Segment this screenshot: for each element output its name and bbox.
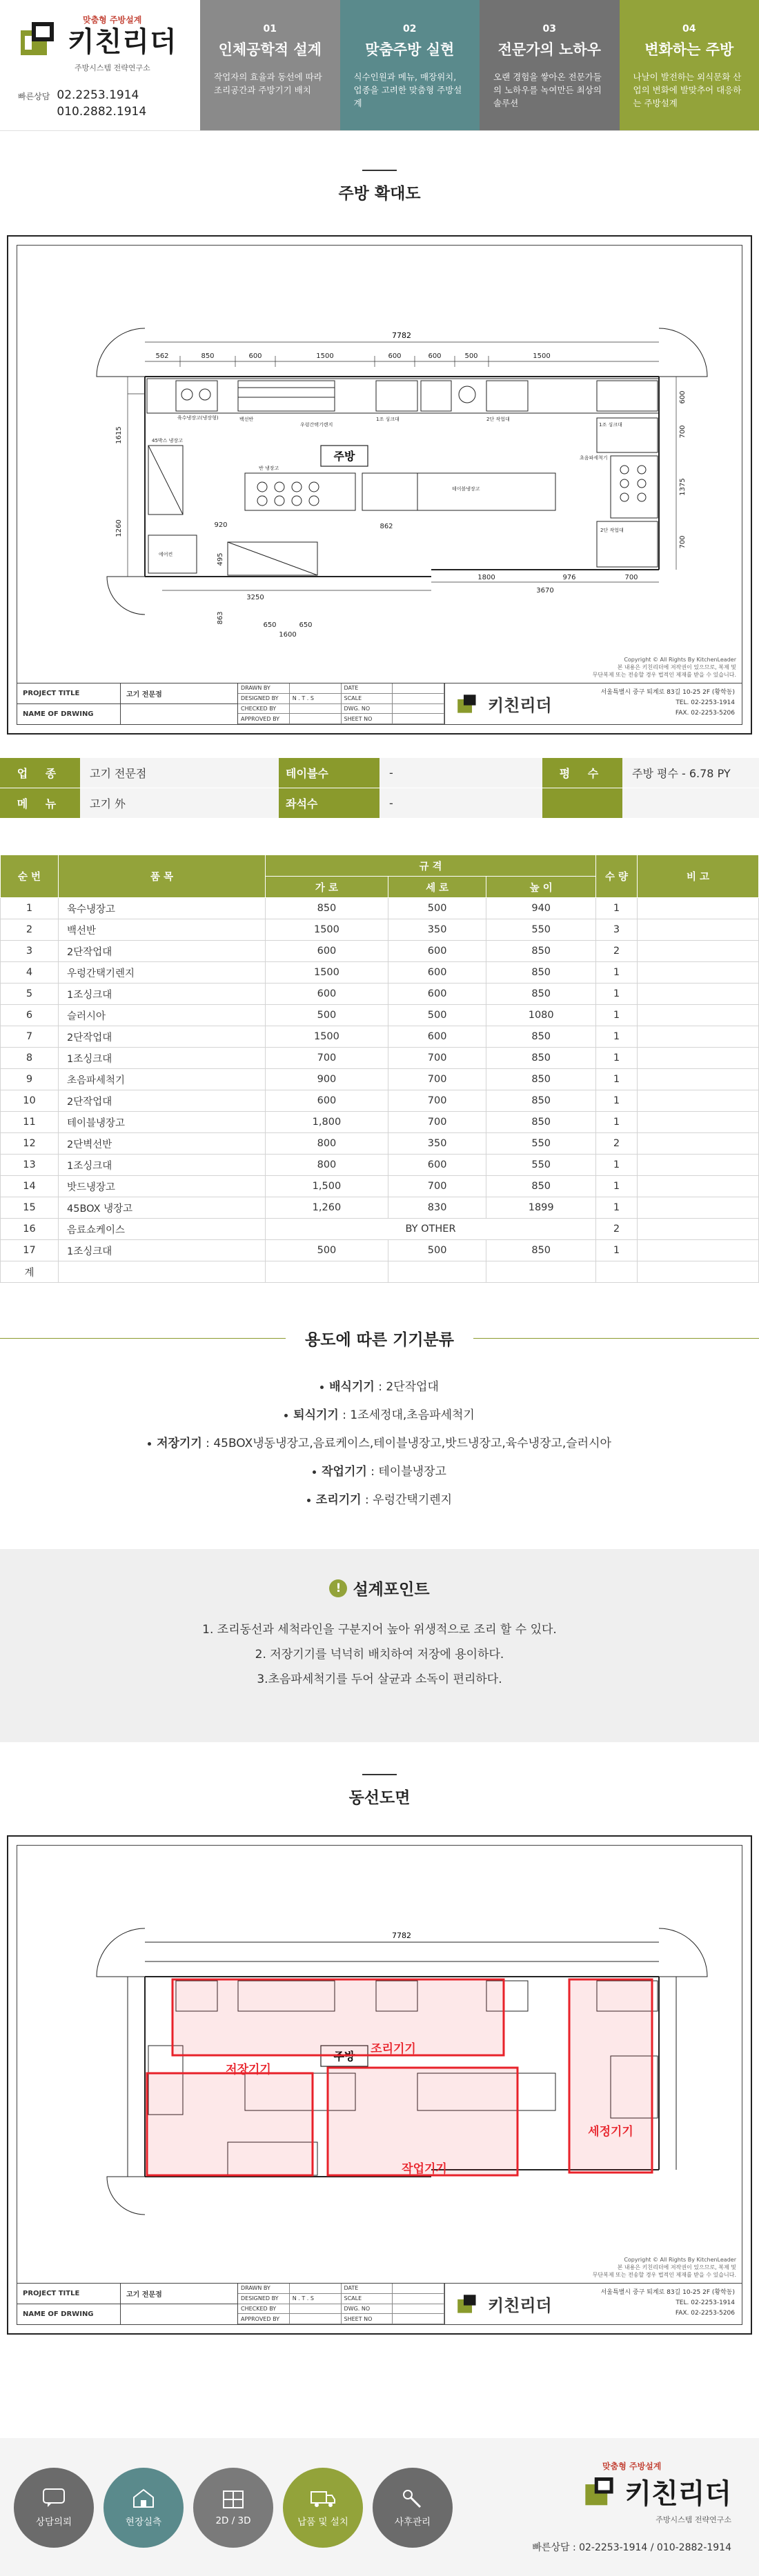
table-cell: 1 [596, 1005, 638, 1026]
dim-bot-11: 495 [217, 552, 224, 566]
table-cell: 940 [486, 898, 596, 919]
table-cell: 500 [388, 1240, 486, 1261]
table-cell [388, 1261, 486, 1283]
dim-bot-9: 862 [379, 523, 393, 530]
category-item: 조리기기 : 우렁간택기렌지 [0, 1486, 759, 1515]
table-cell: 500 [266, 1240, 388, 1261]
table-cell: 11 [1, 1112, 59, 1133]
point-item: 3.초음파세척기를 두어 살균과 소독이 편리하다. [257, 1673, 502, 1686]
table-cell: 1 [596, 1197, 638, 1219]
table-cell: 600 [266, 1090, 388, 1112]
col-height: 높 이 [486, 877, 596, 898]
feature-num: 04 [682, 23, 696, 34]
dim-top-6: 600 [428, 352, 442, 360]
table-cell: 800 [266, 1133, 388, 1155]
nav-aftercare[interactable]: 사후관리 [373, 2468, 453, 2548]
title-block [17, 683, 742, 724]
table-cell: 850 [266, 898, 388, 919]
zone-label-storage: 저장기기 [226, 2063, 271, 2077]
fixture-label-12: 에어컨 [159, 552, 173, 557]
table-cell: 1 [596, 1048, 638, 1069]
table-cell [638, 1133, 759, 1155]
dim-left-2: 1260 [115, 519, 123, 537]
table-row [1, 1069, 759, 1090]
zone-washing [569, 1979, 652, 2173]
dim-top-2: 850 [201, 352, 215, 360]
table-cell: 550 [486, 919, 596, 941]
feature-tab-2[interactable] [340, 0, 480, 130]
table-cell: 17 [1, 1240, 59, 1261]
table-cell [486, 1261, 596, 1283]
table-cell: 우렁간택기렌지 [59, 962, 266, 984]
table-cell: 350 [388, 919, 486, 941]
table-cell [638, 1048, 759, 1069]
table-cell: 1 [596, 1176, 638, 1197]
dim-bot-5: 1800 [477, 574, 495, 581]
dim-total: 7782 [392, 331, 411, 340]
process-nav [0, 2466, 453, 2548]
table-cell: 850 [486, 1026, 596, 1048]
table-cell: 1조싱크대 [59, 1048, 266, 1069]
table-cell [638, 1005, 759, 1026]
table-cell: 8 [1, 1048, 59, 1069]
table-cell: 850 [486, 1112, 596, 1133]
dim-right-3: 1375 [679, 478, 687, 496]
exclamation-icon: ! [329, 1579, 347, 1597]
table-cell [638, 1240, 759, 1261]
brand-block [0, 0, 200, 130]
tb-name-label: NAME OF DRWING [23, 710, 94, 718]
feature-num: 01 [263, 23, 277, 34]
logo-mark-icon [18, 18, 61, 61]
label-seats: 좌석수 [279, 788, 379, 818]
table-cell: 15 [1, 1197, 59, 1219]
table-cell: 800 [266, 1155, 388, 1176]
feature-title: 변화하는 주방 [644, 41, 734, 58]
tb-logo-name: 키친리더 [488, 696, 552, 715]
value-tables: - [379, 758, 542, 788]
section-title-plan [0, 170, 759, 203]
table-cell: 700 [388, 1069, 486, 1090]
table-cell: 초음파세척기 [59, 1069, 266, 1090]
table-cell [638, 1069, 759, 1090]
table-cell: 1 [596, 1240, 638, 1261]
title-bar [362, 170, 397, 171]
wrench-icon [401, 2488, 424, 2508]
footer-logo-tag: 맞춤형 주방설계 [602, 2462, 662, 2471]
table-cell [638, 898, 759, 919]
table-cell: 1조싱크대 [59, 984, 266, 1005]
table-cell: 14 [1, 1176, 59, 1197]
fixture-label-1: 육수냉장고(냉장형) [177, 415, 219, 421]
category-item: 배식기기 : 2단작업대 [0, 1373, 759, 1401]
contact-block [18, 87, 200, 120]
design-points [0, 1549, 759, 1742]
equipment-categories [0, 1327, 759, 1515]
col-spec: 규 격 [266, 855, 596, 877]
dim-bot-3: 650 [299, 621, 313, 629]
dim-bot-4: 1600 [279, 631, 297, 639]
nav-design[interactable]: 2D / 3D [193, 2468, 273, 2548]
copyright-note: Copyright © All Rights By KitchenLeader 본 내용은 키친리더에 저작권이 있으므로, 복제 및 무단복제 또는 전송할 경우 법적인 제재를 받을 수 있습니다. [592, 657, 736, 678]
table-cell: 600 [388, 1155, 486, 1176]
table-cell: 600 [266, 941, 388, 962]
dim-top-1: 562 [155, 352, 169, 360]
feature-desc: 작업자의 효율과 동선에 따라 조리공간과 주방기기 배치 [214, 72, 322, 95]
table-cell: 600 [388, 941, 486, 962]
table-row [1, 1219, 759, 1240]
tb-project-title: 고기 전문점 [121, 683, 237, 704]
dim-total: 7782 [392, 1931, 411, 1940]
table-cell: 900 [266, 1069, 388, 1090]
fixture-label-3: 우렁간택기렌지 [300, 422, 333, 428]
table-row [1, 1005, 759, 1026]
point-item: 2. 저장기기를 넉넉히 배치하여 저장에 용이하다. [255, 1648, 504, 1661]
table-row [1, 1240, 759, 1261]
table-row [1, 941, 759, 962]
flow-plan-svg [17, 1846, 743, 2284]
dim-top-3: 600 [248, 352, 262, 360]
drawing-frame [17, 245, 742, 725]
tb-address: 서울특별시 중구 퇴계로 83길 10-25 2F (황학동) TEL. 02-2253-1914 FAX. 02-2253-5206 [600, 689, 735, 717]
plan-icon [221, 2489, 245, 2510]
table-cell: 16 [1, 1219, 59, 1240]
table-cell: 1500 [266, 1026, 388, 1048]
table-cell [638, 1090, 759, 1112]
table-cell: 500 [388, 1005, 486, 1026]
phone-1[interactable]: 02.2253.1914 [57, 88, 139, 102]
feature-desc: 나날이 발전하는 외식문화 산업의 변화에 발맞추어 대응하는 주방설계 [633, 72, 742, 108]
drawing-frame [17, 1845, 742, 2325]
dim-top-4: 1500 [316, 352, 334, 360]
dim-right-2: 700 [679, 425, 687, 439]
zone-storage [147, 2073, 313, 2175]
dim-bot-8: 3670 [536, 587, 554, 595]
table-cell: 4 [1, 962, 59, 984]
table-row [1, 1133, 759, 1155]
logo-mark-icon [456, 692, 480, 716]
table-cell: 슬러시아 [59, 1005, 266, 1026]
section-title-text: 동선도면 [348, 1789, 411, 1807]
feature-num: 03 [542, 23, 556, 34]
table-cell: 830 [388, 1197, 486, 1219]
table-row [1, 1197, 759, 1219]
section-title-text: 주방 확대도 [338, 185, 421, 203]
value-business: 고기 전문점 [80, 758, 279, 788]
table-row [1, 1261, 759, 1283]
table-cell [638, 941, 759, 962]
table-cell [638, 1112, 759, 1133]
footer-logo-name: 키친리더 [624, 2478, 731, 2510]
table-cell: 1 [596, 1090, 638, 1112]
table-cell [638, 1155, 759, 1176]
dim-bot-10: 920 [214, 521, 228, 529]
table-row [1, 919, 759, 941]
table-cell: 5 [1, 984, 59, 1005]
col-no: 순 번 [1, 855, 59, 898]
table-cell: 2단작업대 [59, 1090, 266, 1112]
phone-2[interactable]: 010.2882.1914 [57, 105, 147, 119]
table-cell: 3 [1, 941, 59, 962]
contact-label: 빠른상담 [18, 92, 50, 101]
table-cell [638, 1261, 759, 1283]
table-row [1, 898, 759, 919]
value-menu: 고기 外 [80, 788, 279, 818]
feature-desc: 식수인원과 메뉴, 매장위치, 업종을 고려한 맞춤형 주방설계 [353, 72, 462, 108]
truck-icon [310, 2488, 336, 2508]
table-cell: 700 [388, 1112, 486, 1133]
table-cell: 6 [1, 1005, 59, 1026]
table-cell: 1조싱크대 [59, 1240, 266, 1261]
divider [0, 1338, 286, 1339]
table-cell: 1 [596, 898, 638, 919]
dim-top-7: 500 [464, 352, 478, 360]
table-cell: 3 [596, 919, 638, 941]
table-cell: 700 [266, 1048, 388, 1069]
dim-bot-12: 863 [217, 611, 224, 625]
table-cell: 500 [266, 1005, 388, 1026]
title-bar [362, 1774, 397, 1775]
table-cell: 1 [596, 962, 638, 984]
fixture-label-5: 2단 작업대 [486, 417, 510, 422]
nav-survey[interactable]: 현장실측 [103, 2468, 184, 2548]
table-cell [638, 962, 759, 984]
zone-work [328, 2068, 518, 2175]
table-cell: 1,260 [266, 1197, 388, 1219]
feature-tabs [200, 0, 759, 130]
table-cell: 1,800 [266, 1112, 388, 1133]
table-row [1, 1176, 759, 1197]
table-row [1, 1048, 759, 1069]
nav-consult[interactable]: 상담의뢰 [14, 2468, 94, 2548]
room-label: 주방 [333, 450, 355, 463]
value-empty [622, 788, 759, 818]
site-header [0, 0, 759, 131]
table-cell: 600 [388, 1026, 486, 1048]
category-item: 퇴식기기 : 1조세정대,초음파세척기 [0, 1401, 759, 1430]
table-cell: 테이블냉장고 [59, 1112, 266, 1133]
feature-title: 전문가의 노하우 [497, 41, 601, 58]
table-cell: 850 [486, 1069, 596, 1090]
points-title: 설계포인트 [353, 1581, 430, 1599]
house-icon [132, 2488, 155, 2508]
feature-num: 02 [403, 23, 417, 34]
category-item: 작업기기 : 테이블냉장고 [0, 1458, 759, 1486]
fixture-label-8: 2단 작업대 [600, 528, 624, 533]
table-cell [59, 1261, 266, 1283]
site-footer [0, 2438, 759, 2576]
kitchen-plan-drawing [7, 235, 752, 735]
logo-mark-icon [583, 2474, 619, 2510]
table-cell: 12 [1, 1133, 59, 1155]
table-cell: 1080 [486, 1005, 596, 1026]
feature-tab-1[interactable] [200, 0, 340, 130]
equipment-spec-table [0, 855, 759, 1283]
dim-right-4: 700 [679, 535, 687, 549]
fixture-label-10: 45박스 냉장고 [152, 438, 183, 443]
zone-label-work: 작업기기 [402, 2162, 447, 2176]
feature-tab-3[interactable] [480, 0, 620, 130]
value-area: 주방 평수 - 6.78 PY [622, 758, 759, 788]
table-cell [638, 1219, 759, 1240]
table-cell: 600 [266, 984, 388, 1005]
copyright-note: Copyright © All Rights By KitchenLeader 본 내용은 키친리더에 저작권이 있으므로, 복제 및 무단복제 또는 전송할 경우 법적인 제재를 받을 수 있습니다. [592, 2257, 736, 2278]
footer-logo-sub: 주방시스템 전략연구소 [656, 2515, 731, 2524]
fixture-label-2: 백선반 [239, 417, 254, 422]
fixture-label-7: 초음파세척기 [580, 455, 608, 461]
tb-grid: DRAWN BY DATE DESIGNED BY N . T . S SCALE CHECKED BY DWG. NO APPROVED BY SHEET NO [238, 683, 445, 724]
table-cell: 850 [486, 941, 596, 962]
table-cell: 550 [486, 1155, 596, 1176]
tb-project-label: PROJECT TITLE [17, 683, 120, 704]
logo-subtitle: 주방시스템 전략연구소 [75, 63, 150, 72]
table-row [1, 962, 759, 984]
project-info [0, 758, 759, 819]
zone-cooking [172, 1979, 504, 2055]
table-cell [638, 1026, 759, 1048]
feature-title: 맞춤주방 실현 [365, 41, 455, 58]
table-cell [638, 984, 759, 1005]
section-title-flow [0, 1774, 759, 1808]
label-empty [542, 788, 622, 818]
table-cell [638, 1176, 759, 1197]
dim-bot-2: 650 [263, 621, 277, 629]
dim-top-5: 600 [388, 352, 402, 360]
table-cell: 백선반 [59, 919, 266, 941]
col-qty: 수 량 [596, 855, 638, 898]
table-cell: 2단작업대 [59, 1026, 266, 1048]
table-cell: 1500 [266, 962, 388, 984]
col-width: 가 로 [266, 877, 388, 898]
dim-bot-7: 700 [624, 574, 638, 581]
table-cell: 13 [1, 1155, 59, 1176]
table-row [1, 1155, 759, 1176]
table-cell: 1,500 [266, 1176, 388, 1197]
feature-tab-4[interactable] [620, 0, 759, 130]
nav-delivery[interactable]: 납품 및 설치 [283, 2468, 363, 2548]
col-item: 품 목 [59, 855, 266, 898]
table-cell: 2 [596, 941, 638, 962]
table-cell: 45BOX 냉장고 [59, 1197, 266, 1219]
table-cell [638, 1197, 759, 1219]
table-cell: 850 [486, 1240, 596, 1261]
footer-phones[interactable]: 빠른상담 : 02-2253-1914 / 010-2882-1914 [532, 2542, 731, 2553]
divider [473, 1338, 759, 1339]
table-cell: 1500 [266, 919, 388, 941]
table-cell: 850 [486, 984, 596, 1005]
table-cell [596, 1261, 638, 1283]
table-cell: 600 [388, 962, 486, 984]
table-cell: 500 [388, 898, 486, 919]
table-cell: 1 [596, 984, 638, 1005]
table-cell: 2 [596, 1133, 638, 1155]
dim-top-8: 1500 [533, 352, 551, 360]
table-cell: 1899 [486, 1197, 596, 1219]
table-cell: 700 [388, 1090, 486, 1112]
dim-bot-6: 976 [562, 574, 576, 581]
table-cell: 10 [1, 1090, 59, 1112]
table-cell: 350 [388, 1133, 486, 1155]
room-label: 주방 [333, 2050, 355, 2063]
table-cell: 2 [596, 1219, 638, 1240]
table-cell: 1조싱크대 [59, 1155, 266, 1176]
title-block: PROJECT TITLE NAME OF DRWING 고기 전문점 DRAWN BY DATE DESIGNED BY N . T . S SCALE CHECKED BY DWG. NO APPROVED BY SHEET NO 키친리더 서울특별시 중구 퇴계로 83길 10-25 2F (황학동) TEL. 02-2253-1914 FAX. 02-2253-5206 [17, 2283, 742, 2324]
value-seats: - [379, 788, 542, 818]
feature-title: 인체공학적 설계 [218, 41, 322, 58]
table-cell: 1 [596, 1155, 638, 1176]
table-row [1, 1090, 759, 1112]
point-item: 1. 조리동선과 세척라인을 구분지어 높아 위생적으로 조리 할 수 있다. [202, 1623, 557, 1637]
zone-label-washing: 세정기기 [588, 2125, 633, 2139]
fixture-label-6: 1조 싱크대 [599, 422, 622, 428]
zone-label-cooking: 조리기기 [371, 2042, 416, 2056]
footer-logo[interactable] [532, 2460, 731, 2554]
logo-tagline: 맞춤형 주방설계 [83, 15, 142, 25]
table-cell: 850 [486, 1090, 596, 1112]
flow-plan-drawing [7, 1835, 752, 2335]
table-cell: 밧드냉장고 [59, 1176, 266, 1197]
table-cell [266, 1261, 388, 1283]
table-cell: 1 [596, 1026, 638, 1048]
chat-icon [42, 2488, 66, 2508]
table-cell: 육수냉장고 [59, 898, 266, 919]
table-cell: 1 [596, 1112, 638, 1133]
logo-mark-icon [456, 2293, 480, 2316]
table-cell: 850 [486, 1176, 596, 1197]
table-cell: 700 [388, 1048, 486, 1069]
table-cell: 550 [486, 1133, 596, 1155]
dim-bot-1: 3250 [246, 594, 264, 601]
table-cell: 600 [388, 984, 486, 1005]
dim-right-1: 600 [679, 390, 687, 404]
table-row [1, 1026, 759, 1048]
label-menu: 메 뉴 [0, 788, 80, 818]
table-row [1, 1112, 759, 1133]
col-depth: 세 로 [388, 877, 486, 898]
table-cell: BY OTHER [266, 1219, 596, 1240]
label-business: 업 종 [0, 758, 80, 788]
logo-name: 키친리더 [68, 26, 177, 58]
table-cell: 9 [1, 1069, 59, 1090]
fixture-label-11: 반 냉장고 [259, 466, 279, 471]
fixture-label-9: 테이블냉장고 [452, 486, 480, 492]
table-cell [638, 919, 759, 941]
floor-plan-svg [17, 246, 743, 684]
table-cell: 7 [1, 1026, 59, 1048]
table-cell: 2단벽선반 [59, 1133, 266, 1155]
table-row [1, 984, 759, 1005]
table-cell: 계 [1, 1261, 59, 1283]
table-cell: 1 [1, 898, 59, 919]
fixture-label-4: 1조 싱크대 [376, 417, 400, 422]
tb-logo [445, 683, 562, 724]
feature-desc: 오랜 경험을 쌓아온 전문가들의 노하우를 녹여만든 최상의 솔루션 [493, 72, 602, 108]
categories-title: 용도에 따른 기기분류 [305, 1331, 454, 1349]
table-cell: 2 [1, 919, 59, 941]
table-cell: 2단작업대 [59, 941, 266, 962]
category-item: 저장기기 : 45BOX냉동냉장고,음료케이스,테이블냉장고,밧드냉장고,육수냉장고,슬러시아 [0, 1430, 759, 1458]
label-area: 평 수 [542, 758, 622, 788]
table-cell: 1 [596, 1069, 638, 1090]
label-tables: 테이블수 [279, 758, 379, 788]
table-cell: 700 [388, 1176, 486, 1197]
table-cell: 음료쇼케이스 [59, 1219, 266, 1240]
table-cell: 850 [486, 1048, 596, 1069]
col-note: 비 고 [638, 855, 759, 898]
dim-left-1: 1615 [115, 426, 123, 444]
table-cell: 850 [486, 962, 596, 984]
